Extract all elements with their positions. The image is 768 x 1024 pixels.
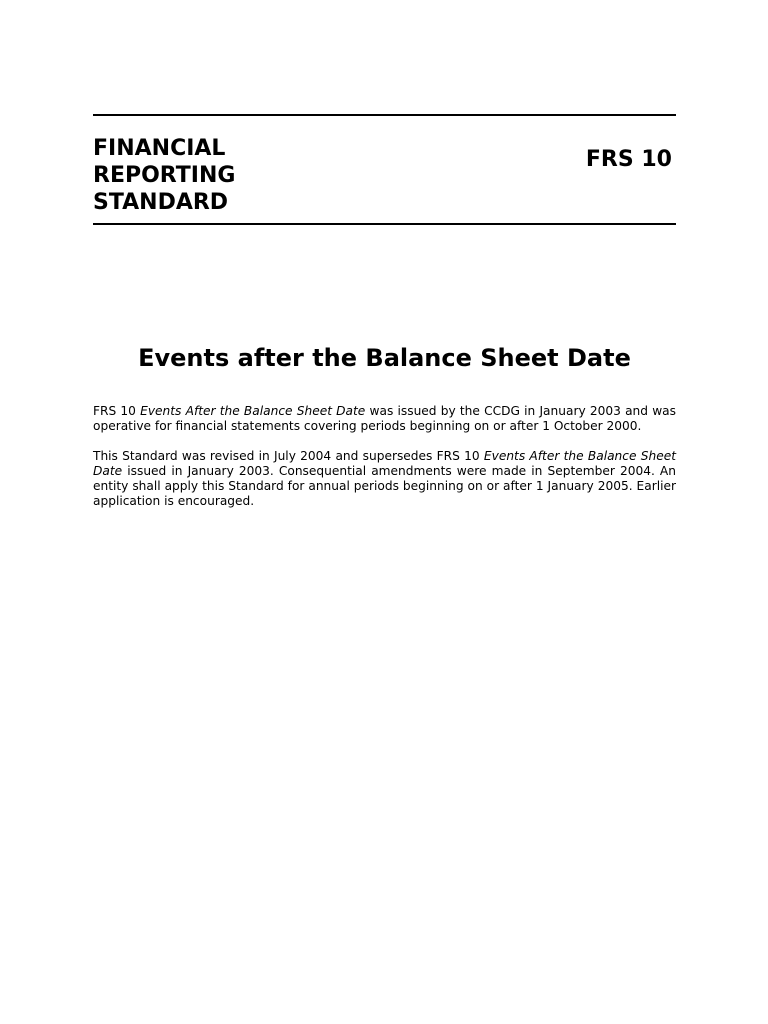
header-line-2: REPORTING: [93, 163, 236, 188]
header-line-3: STANDARD: [93, 190, 229, 215]
header-top-rule: [93, 114, 676, 116]
p1-standard-name: Events After the Balance Sheet Date: [140, 404, 366, 418]
document-title: Events after the Balance Sheet Date: [138, 344, 631, 372]
paragraph-revision-note: [93, 449, 676, 509]
document-body: [93, 404, 676, 524]
paragraph-issue-history: [93, 404, 676, 434]
p2-standard-name: Events After the Balance Sheet Date: [93, 449, 676, 478]
p2-text-b: issued in January 2003. Consequential amendments were made in September 2004. An entity shall apply this Standard for annual periods beginning on or after 1 January 2005. Earlier application is encouraged.: [93, 464, 676, 508]
header-standard-label: [93, 135, 313, 215]
p2-text-a: This Standard was revised in July 2004 and supersedes FRS 10: [93, 449, 484, 463]
header-line-1: FINANCIAL: [93, 136, 226, 161]
header-bottom-rule: [93, 223, 676, 225]
standard-code: FRS 10: [585, 147, 672, 172]
p1-text-a: FRS 10: [93, 404, 141, 418]
p1-text-b: was issued by the CCDG in January 2003 and was operative for financial statements covering periods beginning on or after 1 October 2000.: [93, 404, 676, 433]
